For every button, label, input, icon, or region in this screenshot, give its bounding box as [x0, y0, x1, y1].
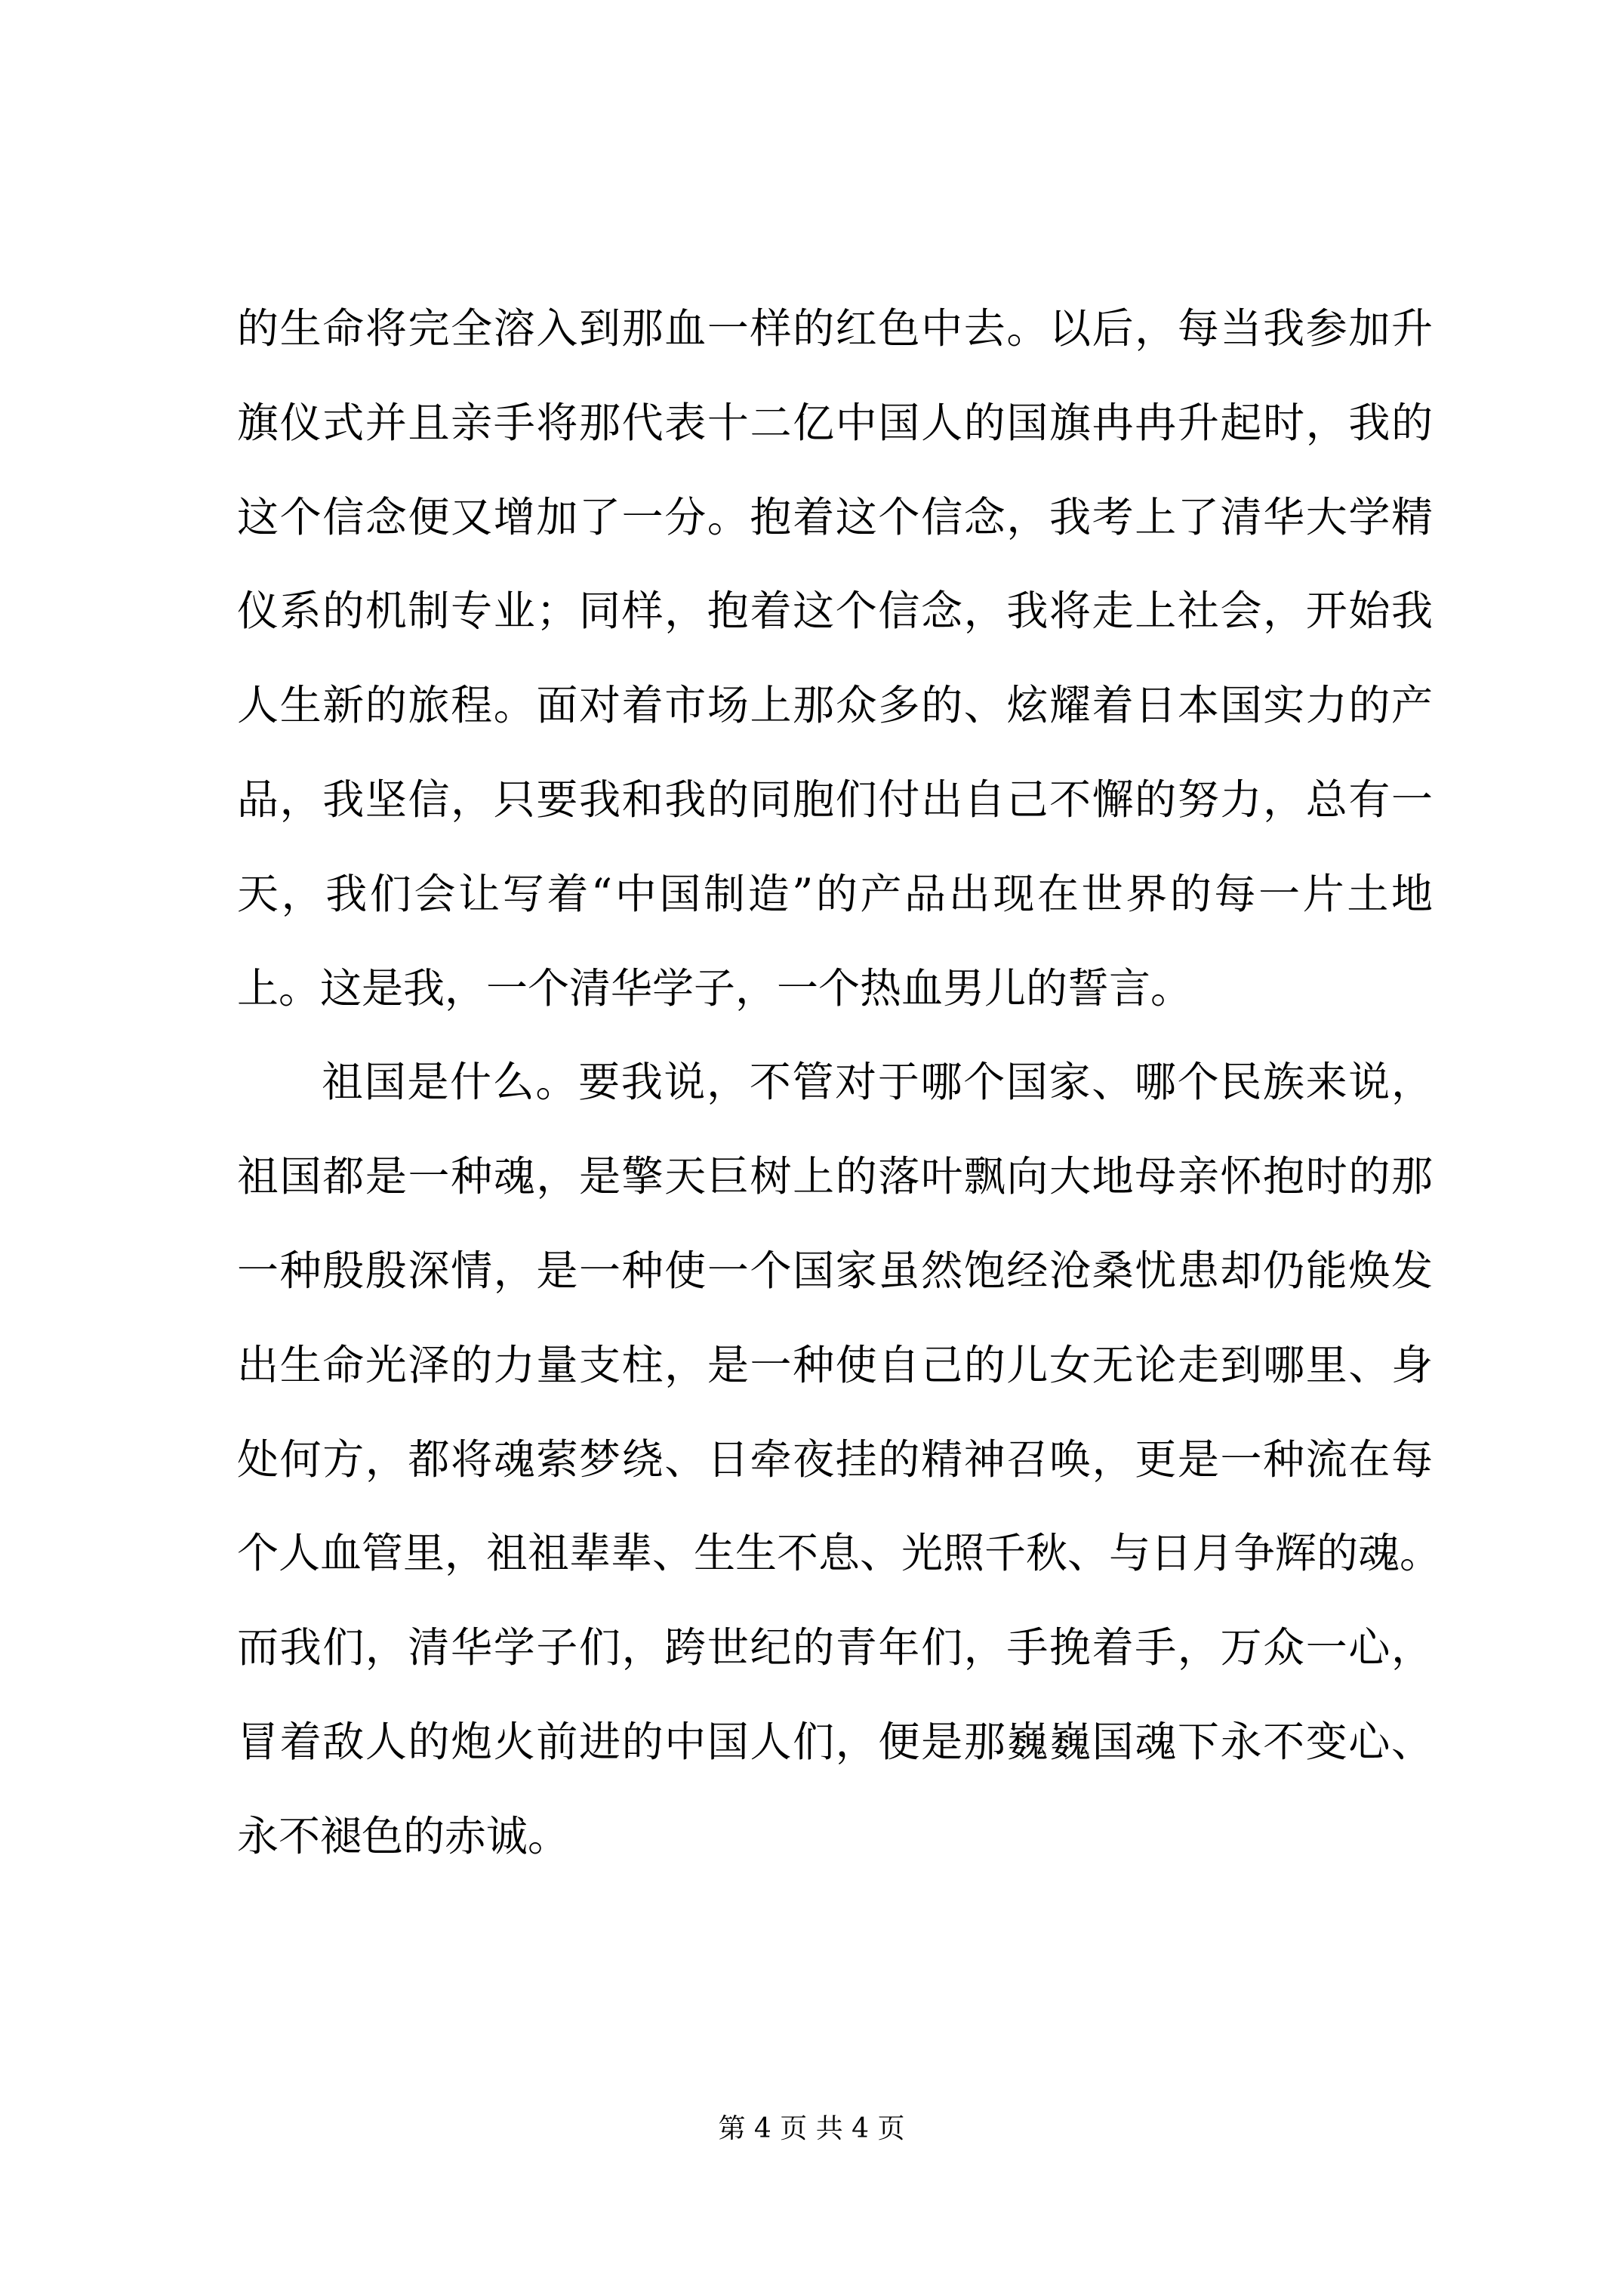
text-line: 天，我们会让写着“中国制造”的产品出现在世界的每一片土地	[237, 869, 1433, 918]
paragraph-start-line: 祖国是什么。要我说，不管对于哪个国家、哪个民族来说，	[322, 1058, 1433, 1107]
text-line: 这个信念便又增加了一分。抱着这个信念，我考上了清华大学精	[237, 492, 1433, 541]
text-line: 而我们，清华学子们，跨世纪的青年们，手挽着手，万众一心，	[237, 1623, 1433, 1672]
text-line: 仪系的机制专业；同样，抱着这个信念，我将走上社会，开始我	[237, 587, 1433, 636]
page-number: 第 4 页 共 4 页	[718, 2113, 905, 2144]
text-line: 一种殷殷深情，是一种使一个国家虽然饱经沧桑忧患却仍能焕发	[237, 1246, 1433, 1295]
text-line: 人生新的旅程。面对着市场上那众多的、炫耀着日本国实力的产	[237, 681, 1433, 730]
text-line: 永不褪色的赤诚。	[237, 1811, 570, 1860]
text-line: 出生命光泽的力量支柱，是一种使自己的儿女无论走到哪里、身	[237, 1340, 1433, 1389]
text-line: 旗仪式并且亲手将那代表十二亿中国人的国旗冉冉升起时，我的	[237, 398, 1433, 447]
text-line: 上。这是我，一个清华学子，一个热血男儿的誓言。	[237, 963, 1193, 1012]
page-footer	[0, 2111, 1623, 2147]
text-line: 个人血管里，祖祖辈辈、生生不息、光照千秋、与日月争辉的魂。	[237, 1529, 1442, 1578]
text-line: 处何方，都将魂萦梦绕、日牵夜挂的精神召唤，更是一种流在每	[237, 1435, 1433, 1484]
text-line: 的生命将完全溶入到那血一样的红色中去。以后，每当我参加升	[237, 304, 1433, 353]
text-line: 品，我坚信，只要我和我的同胞们付出自己不懈的努力，总有一	[237, 775, 1433, 824]
body-text	[237, 296, 1442, 1898]
text-line: 祖国都是一种魂，是擎天巨树上的落叶飘向大地母亲怀抱时的那	[237, 1152, 1433, 1201]
text-line: 冒着敌人的炮火前进的中国人们，便是那巍巍国魂下永不变心、	[237, 1717, 1433, 1766]
